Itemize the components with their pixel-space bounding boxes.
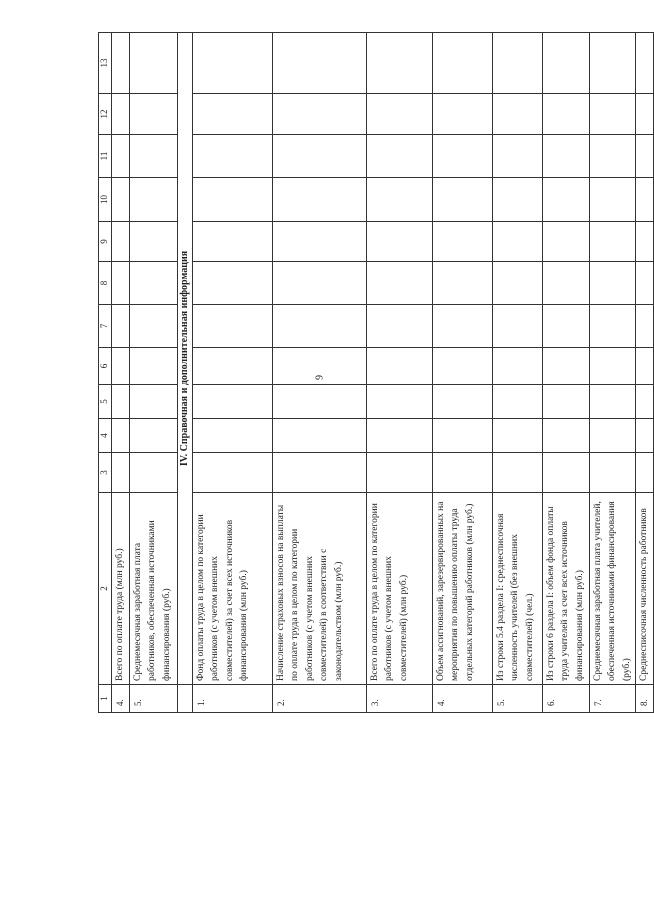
empty-value-cell bbox=[366, 33, 432, 94]
empty-value-cell bbox=[542, 385, 589, 419]
empty-value-cell bbox=[366, 222, 432, 262]
empty-value-cell bbox=[192, 305, 272, 348]
row-label: Среднесписочная численность работников bbox=[636, 493, 654, 685]
empty-value-cell bbox=[272, 419, 366, 453]
row-label: Из строки 5.4 раздела I: среднесписочная численность учителей (без внешних совместителей) (чел.) bbox=[492, 493, 542, 685]
empty-value-cell bbox=[272, 348, 366, 385]
empty-value-cell bbox=[366, 178, 432, 222]
empty-value-cell bbox=[366, 348, 432, 385]
column-number-row bbox=[99, 33, 112, 713]
row-label: Объем ассигнований, зарезервированных на мероприятия по повышению оплаты труда отдельных категорий работников (млн руб.) bbox=[432, 493, 492, 685]
column-number: 9 bbox=[99, 222, 112, 262]
empty-value-cell bbox=[636, 94, 654, 135]
empty-value-cell bbox=[129, 178, 177, 222]
row-number: 2. bbox=[272, 685, 366, 713]
row-number: 6. bbox=[542, 685, 589, 713]
column-number: 13 bbox=[99, 33, 112, 94]
empty-value-cell bbox=[492, 262, 542, 305]
empty-value-cell bbox=[542, 178, 589, 222]
column-number: 8 bbox=[99, 262, 112, 305]
empty-value-cell bbox=[366, 262, 432, 305]
column-number: 4 bbox=[99, 419, 112, 453]
empty-value-cell bbox=[112, 453, 130, 493]
empty-value-cell bbox=[272, 222, 366, 262]
empty-value-cell bbox=[112, 94, 130, 135]
empty-value-cell bbox=[112, 262, 130, 305]
empty-value-cell bbox=[272, 135, 366, 178]
empty-value-cell bbox=[636, 348, 654, 385]
column-number: 1 bbox=[99, 685, 112, 713]
column-number: 6 bbox=[99, 348, 112, 385]
empty-value-cell bbox=[112, 135, 130, 178]
empty-value-cell bbox=[129, 348, 177, 385]
empty-value-cell bbox=[636, 222, 654, 262]
row-number: 8. bbox=[636, 685, 654, 713]
empty-value-cell bbox=[366, 453, 432, 493]
empty-value-cell bbox=[432, 419, 492, 453]
empty-value-cell bbox=[542, 348, 589, 385]
empty-value-cell bbox=[542, 94, 589, 135]
empty-value-cell bbox=[589, 453, 636, 493]
empty-value-cell bbox=[589, 222, 636, 262]
empty-value-cell bbox=[129, 419, 177, 453]
empty-value-cell bbox=[432, 385, 492, 419]
empty-value-cell bbox=[192, 453, 272, 493]
empty-value-cell bbox=[272, 305, 366, 348]
table-row bbox=[542, 33, 589, 713]
empty-value-cell bbox=[366, 135, 432, 178]
empty-value-cell bbox=[272, 33, 366, 94]
empty-value-cell bbox=[112, 33, 130, 94]
row-label: Фонд оплаты труда в целом по категории работников (с учетом внешних совместителей) за счет всех источников финансирования (млн руб.) bbox=[192, 493, 272, 685]
empty-value-cell bbox=[589, 178, 636, 222]
column-number: 7 bbox=[99, 305, 112, 348]
empty-value-cell bbox=[129, 222, 177, 262]
empty-value-cell bbox=[542, 305, 589, 348]
empty-value-cell bbox=[432, 33, 492, 94]
table-row bbox=[112, 33, 130, 713]
empty-value-cell bbox=[112, 178, 130, 222]
empty-value-cell bbox=[492, 33, 542, 94]
row-label: Среднемесячная заработная плата работников, обеспеченная источниками финансирования (руб.) bbox=[129, 493, 177, 685]
empty-value-cell bbox=[542, 262, 589, 305]
column-number: 11 bbox=[99, 135, 112, 178]
empty-value-cell bbox=[492, 305, 542, 348]
empty-value-cell bbox=[636, 33, 654, 94]
row-label: Всего по оплате труда (млн руб.) bbox=[112, 493, 130, 685]
empty-value-cell bbox=[589, 305, 636, 348]
empty-value-cell bbox=[112, 348, 130, 385]
row-number: 4. bbox=[112, 685, 130, 713]
table-row bbox=[192, 33, 272, 713]
empty-value-cell bbox=[432, 305, 492, 348]
empty-value-cell bbox=[636, 385, 654, 419]
column-number: 10 bbox=[99, 178, 112, 222]
row-number: 1. bbox=[192, 685, 272, 713]
section-title: IV. Справочная и дополнительная информация bbox=[177, 33, 192, 685]
rotated-table-container bbox=[98, 33, 649, 713]
empty-value-cell bbox=[112, 419, 130, 453]
table-row bbox=[589, 33, 636, 713]
empty-value-cell bbox=[636, 453, 654, 493]
empty-value-cell bbox=[112, 385, 130, 419]
empty-value-cell bbox=[636, 419, 654, 453]
empty-value-cell bbox=[192, 178, 272, 222]
empty-value-cell bbox=[272, 385, 366, 419]
empty-value-cell bbox=[272, 453, 366, 493]
row-number: 5. bbox=[492, 685, 542, 713]
empty-value-cell bbox=[129, 262, 177, 305]
empty-value-cell bbox=[636, 305, 654, 348]
page-number: 9 bbox=[314, 375, 326, 380]
column-number: 5 bbox=[99, 385, 112, 419]
empty-value-cell bbox=[589, 419, 636, 453]
empty-value-cell bbox=[129, 94, 177, 135]
empty-value-cell bbox=[129, 135, 177, 178]
empty-value-cell bbox=[542, 453, 589, 493]
empty-value-cell bbox=[589, 33, 636, 94]
empty-value-cell bbox=[432, 178, 492, 222]
empty-value-cell bbox=[192, 262, 272, 305]
table-row bbox=[636, 33, 654, 713]
table-row bbox=[432, 33, 492, 713]
empty-value-cell bbox=[636, 135, 654, 178]
empty-value-cell bbox=[589, 385, 636, 419]
empty-value-cell bbox=[492, 94, 542, 135]
row-label: Среднемесячная заработная плата учителей, обеспеченная источниками финансирования (руб.) bbox=[589, 493, 636, 685]
row-number: 3. bbox=[366, 685, 432, 713]
empty-value-cell bbox=[492, 419, 542, 453]
empty-value-cell bbox=[112, 222, 130, 262]
empty-value-cell bbox=[272, 262, 366, 305]
empty-value-cell bbox=[432, 348, 492, 385]
empty-value-cell bbox=[492, 222, 542, 262]
empty-value-cell bbox=[542, 419, 589, 453]
empty-value-cell bbox=[129, 305, 177, 348]
empty-value-cell bbox=[192, 94, 272, 135]
empty-value-cell bbox=[492, 385, 542, 419]
empty-value-cell bbox=[192, 385, 272, 419]
empty-value-cell bbox=[366, 305, 432, 348]
row-number: 7. bbox=[589, 685, 636, 713]
empty-value-cell bbox=[492, 348, 542, 385]
empty-value-cell bbox=[589, 262, 636, 305]
empty-value-cell bbox=[492, 178, 542, 222]
table-row bbox=[366, 33, 432, 713]
empty-value-cell bbox=[129, 453, 177, 493]
empty-value-cell bbox=[192, 135, 272, 178]
empty-value-cell bbox=[542, 135, 589, 178]
empty-value-cell bbox=[112, 305, 130, 348]
empty-value-cell bbox=[432, 135, 492, 178]
empty-value-cell bbox=[636, 178, 654, 222]
row-label: Из строки 6 раздела I: объем фонда оплаты труда учителей за счет всех источников финансирования (млн руб.) bbox=[542, 493, 589, 685]
empty-value-cell bbox=[542, 33, 589, 94]
table-row bbox=[492, 33, 542, 713]
section-title-row bbox=[177, 33, 192, 713]
column-number: 2 bbox=[99, 493, 112, 685]
column-number: 3 bbox=[99, 453, 112, 493]
empty-value-cell bbox=[492, 135, 542, 178]
empty-value-cell bbox=[589, 348, 636, 385]
row-number: 4. bbox=[432, 685, 492, 713]
row-number: 5. bbox=[129, 685, 177, 713]
empty-value-cell bbox=[192, 33, 272, 94]
empty-value-cell bbox=[589, 94, 636, 135]
empty-value-cell bbox=[129, 33, 177, 94]
empty-value-cell bbox=[129, 385, 177, 419]
empty-value-cell bbox=[366, 419, 432, 453]
empty-value-cell bbox=[542, 222, 589, 262]
empty-value-cell bbox=[492, 453, 542, 493]
empty-value-cell bbox=[366, 385, 432, 419]
empty-value-cell bbox=[589, 135, 636, 178]
empty-value-cell bbox=[192, 419, 272, 453]
empty-value-cell bbox=[192, 348, 272, 385]
table-row bbox=[272, 33, 366, 713]
table-row bbox=[129, 33, 177, 713]
row-label: Всего по оплате труда в целом по категории работников (с учетом внешних совместителей) (млн руб.) bbox=[366, 493, 432, 685]
empty-value-cell bbox=[272, 178, 366, 222]
empty-value-cell bbox=[432, 222, 492, 262]
empty-value-cell bbox=[432, 453, 492, 493]
empty-value-cell bbox=[432, 94, 492, 135]
empty-value-cell bbox=[272, 94, 366, 135]
report-table bbox=[98, 32, 654, 713]
row-label: Начисление страховых взносов на выплаты по оплате труда в целом по категории работников (с учетом внешних совместителей) в соответствии с законодательством (млн руб.) bbox=[272, 493, 366, 685]
column-number: 12 bbox=[99, 94, 112, 135]
empty-value-cell bbox=[432, 262, 492, 305]
empty-value-cell bbox=[177, 685, 192, 713]
empty-value-cell bbox=[636, 262, 654, 305]
empty-value-cell bbox=[366, 94, 432, 135]
empty-value-cell bbox=[192, 222, 272, 262]
